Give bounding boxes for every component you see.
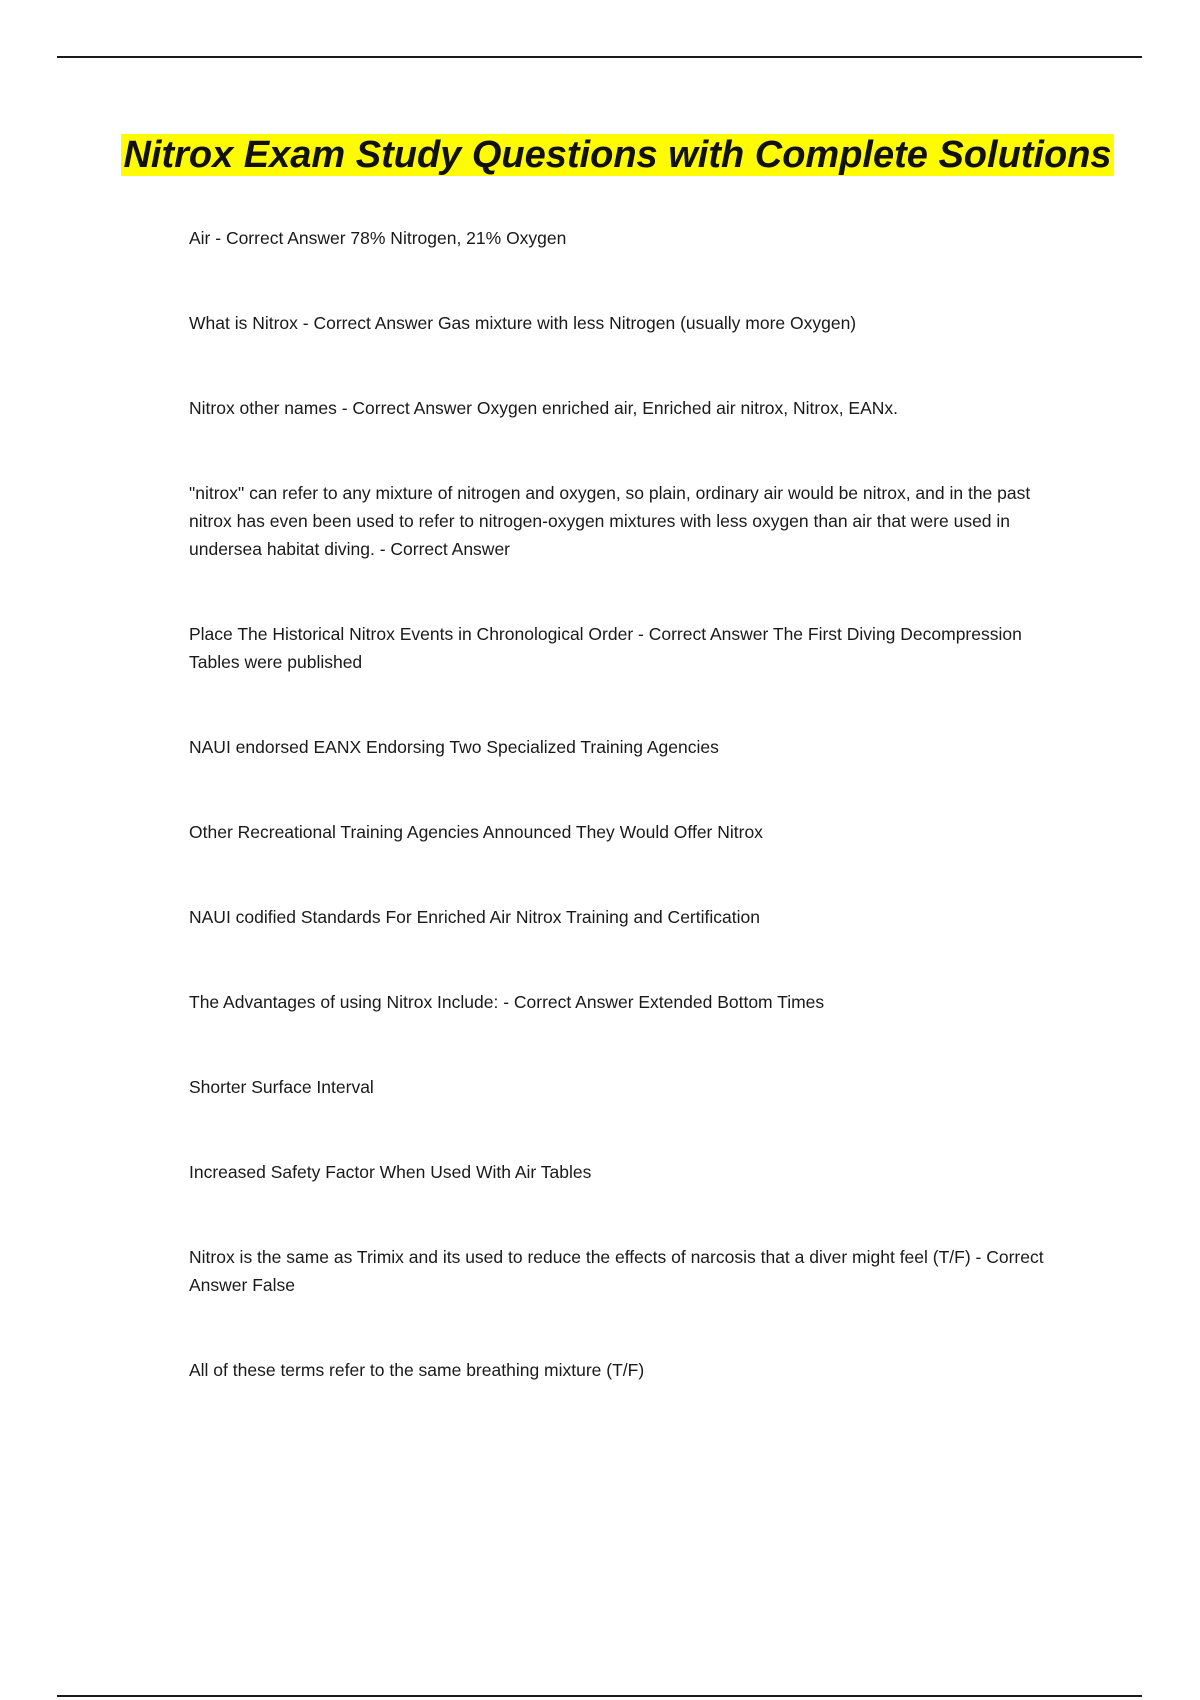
page-title-text: Nitrox Exam Study Questions with Complete Solutions (123, 134, 1112, 176)
qa-entry-air: Air - Correct Answer 78% Nitrogen, 21% Oxygen (189, 228, 567, 248)
header-rule (57, 56, 1142, 58)
qa-entry-safety-factor: Increased Safety Factor When Used With Air Tables (189, 1162, 592, 1182)
qa-entry-surface-interval: Shorter Surface Interval (189, 1077, 374, 1097)
qa-entry-same-mixture: All of these terms refer to the same breathing mixture (T/F) (189, 1360, 645, 1380)
qa-list (189, 224, 1049, 1441)
qa-entry-advantages: The Advantages of using Nitrox Include: - Correct Answer Extended Bottom Times (189, 992, 825, 1012)
page-title (100, 134, 1135, 177)
qa-entry-other-agencies: Other Recreational Training Agencies Announced They Would Offer Nitrox (189, 822, 763, 842)
qa-entry-trimix: Nitrox is the same as Trimix and its used to reduce the effects of narcosis that a diver might feel (T/F) - Correct Answer False (189, 1247, 1044, 1295)
qa-entry-other-names: Nitrox other names - Correct Answer Oxygen enriched air, Enriched air nitrox, Nitrox, EANx. (189, 398, 899, 418)
qa-entry-naui-codified: NAUI codified Standards For Enriched Air Nitrox Training and Certification (189, 907, 760, 927)
qa-entry-historical-order: Place The Historical Nitrox Events in Chronological Order - Correct Answer The First Diving Decompression Tables were published (189, 624, 1022, 672)
qa-entry-what-is-nitrox: What is Nitrox - Correct Answer Gas mixture with less Nitrogen (usually more Oxygen) (189, 313, 857, 333)
footer-rule (57, 1695, 1142, 1697)
title-block (100, 134, 1135, 177)
qa-entry-nitrox-definition: "nitrox" can refer to any mixture of nitrogen and oxygen, so plain, ordinary air would be nitrox, and in the past nitrox has even been used to refer to nitrogen-oxygen mixtures with less oxygen than air that were used in undersea habitat diving. - Correct Answer (189, 483, 1031, 559)
qa-entry-naui-endorsed: NAUI endorsed EANX Endorsing Two Specialized Training Agencies (189, 737, 719, 757)
